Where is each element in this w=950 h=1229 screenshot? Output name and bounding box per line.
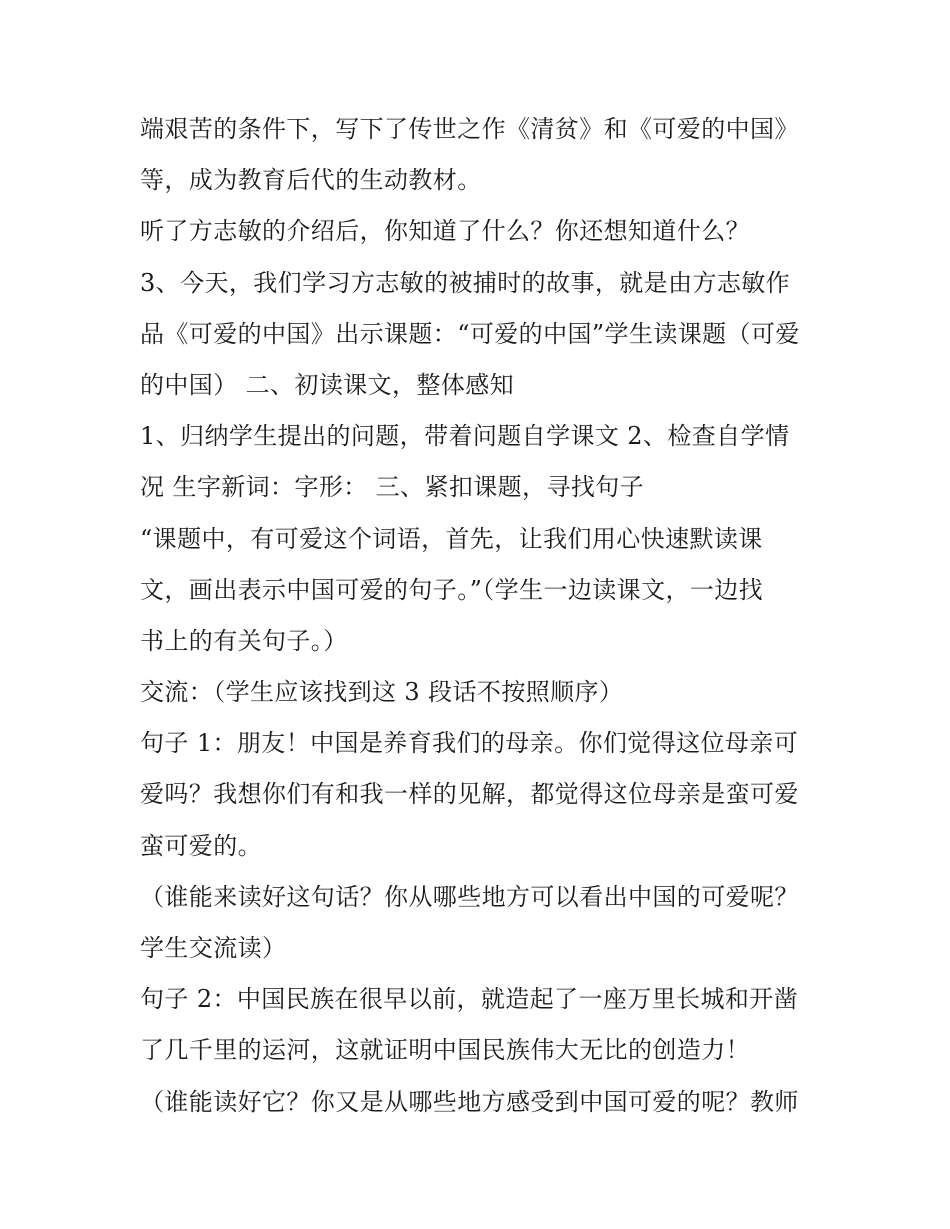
text-line: 的中国） 二、初读课文，整体感知 xyxy=(140,370,515,399)
text-line: 1、归纳学生提出的问题，带着问题自学课文 2、检查自学情 xyxy=(140,422,790,451)
text-line: 学生交流读） xyxy=(140,934,287,962)
text-line: 文，画出表示中国可爱的句子。”（学生一边读课文，一边找 xyxy=(140,575,764,604)
text-line: 了几千里的运河，这就证明中国民族伟大无比的创造力！ xyxy=(140,1036,750,1065)
text-line: 3、今天，我们学习方志敏的被捕时的故事，就是由方志敏作 xyxy=(140,268,791,297)
text-line: （谁能读好它？你又是从哪些地方感受到中国可爱的呢？教师 xyxy=(140,1087,799,1116)
text-line: “课题中，有可爱这个词语，首先，让我们用心快速默读课 xyxy=(140,524,763,553)
text-line: 端艰苦的条件下，写下了传世之作《清贫》和《可爱的中国》 xyxy=(140,115,799,143)
text-line: 爱吗？我想你们有和我一样的见解，都觉得这位母亲是蛮可爱 xyxy=(140,780,799,809)
text-line: 蛮可爱的。 xyxy=(140,831,262,860)
text-line: 品《可爱的中国》出示课题：“可爱的中国”学生读课题（可爱 xyxy=(140,319,800,348)
text-line: 句子 1：朋友！中国是养育我们的母亲。你们觉得这位母亲可 xyxy=(140,729,799,758)
text-line: 书上的有关句子。） xyxy=(140,626,348,655)
text-line: 等，成为教育后代的生动教材。 xyxy=(140,166,482,195)
text-line: 听了方志敏的介绍后，你知道了什么？你还想知道什么？ xyxy=(140,217,750,246)
text-line: 句子 2：中国民族在很早以前，就造起了一座万里长城和开凿 xyxy=(140,985,799,1014)
text-line: 况 生字新词：字形： 三、紧扣课题，寻找句子 xyxy=(140,473,645,502)
document-body xyxy=(140,104,830,1128)
text-line: 交流：（学生应该找到这 3 段话不按照顺序） xyxy=(140,678,624,707)
text-line: （谁能来读好这句话？你从哪些地方可以看出中国的可爱呢？ xyxy=(140,882,799,911)
